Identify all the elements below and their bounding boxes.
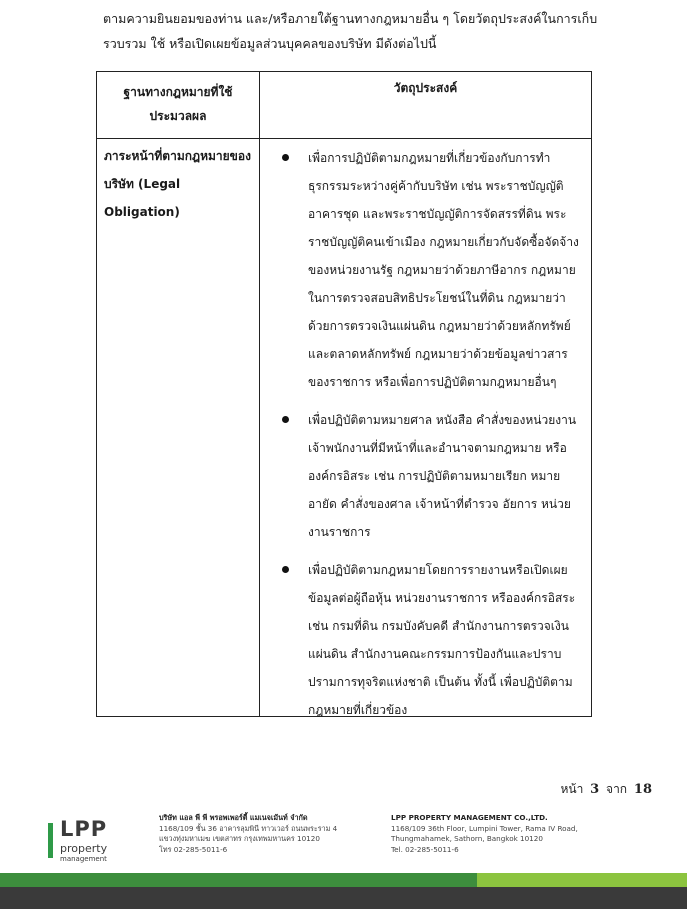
header-purpose: วัตถุประสงค์ — [393, 81, 458, 95]
legal-basis-table — [96, 71, 592, 717]
intro-line-1: ตามความยินยอมของท่าน และ/หรือภายใต้ฐานทางกฎหมายอื่น ๆ โดยวัตถุประสงค์ในการเก็บ — [103, 11, 598, 26]
page-number: หน้า 3 จาก 18 — [560, 782, 652, 797]
intro-paragraph — [103, 6, 603, 56]
column-divider — [259, 72, 260, 716]
purpose-item: เพื่อการปฏิบัติตามกฎหมายที่เกี่ยวข้องกับการทำธุรกรรมระหว่างคู่ค้ากับบริษัท เช่น พระราชบัญญัติอาคารชุด และพระราชบัญญัติการจัดสรรที่ดิน พระราชบัญญัติคนเข้าเมือง กฎหมายเกี่ยวกับจัดซื้อจัดจ้างของหน่วยงานรัฐ กฎหมายว่าด้วยภาษีอากร กฎหมายในการตรวจสอบสิทธิประโยชน์ในที่ดิน กฎหมายว่าด้วยการตรวจเงินแผ่นดิน กฎหมายว่าด้วยหลักทรัพย์และตลาดหลักทรัพย์ กฎหมายว่าด้วยข้อมูลข่าวสารของราชการ หรือเพื่อการปฏิบัติตามกฎหมายอื่นๆ — [281, 144, 587, 396]
bullet-icon — [282, 416, 289, 423]
header-divider — [97, 138, 591, 139]
footer-dark-band — [0, 887, 687, 909]
header-legal-basis: ฐานทางกฎหมายที่ใช้ ประมวลผล — [123, 85, 233, 123]
footer-accent-band — [477, 873, 687, 887]
lpp-logo: LPP property management — [48, 815, 128, 865]
purpose-item: เพื่อปฏิบัติตามหมายศาล หนังสือ คำสั่งของหน่วยงาน เจ้าพนักงานที่มีหน้าที่และอำนาจตามกฎหมาย หรือ องค์กรอิสระ เช่น การปฏิบัติตามหมายเรียก หมายอายัด คำสั่งของศาล เจ้าหน้าที่ตำรวจ อัยการ หน่วยงานราชการ — [281, 406, 587, 546]
legal-basis-cell: ภาระหน้าที่ตามกฎหมายของ บริษัท (Legal Obligation) — [104, 149, 251, 219]
bullet-icon — [282, 154, 289, 161]
footer-address-thai: บริษัท แอล พี พี พรอพเพอร์ตี้ แมเนจเม้นท์ จำกัด 1168/109 ชั้น 36 อาคารลุมพินี ทาวเวอร์ ถนนพระราม 4 แขวงทุ่งมหาเมฆ เขตสาทร กรุงเทพมหานคร 10120 โทร 02-285-5011-6 — [159, 813, 338, 854]
footer-address-english: LPP PROPERTY MANAGEMENT CO.,LTD. 1168/109 36th Floor, Lumpini Tower, Rama IV Road, Thungmahamek, Sathorn, Bangkok 10120 Tel. 02-285-5011-6 — [391, 813, 578, 854]
footer-color-band — [0, 873, 687, 887]
intro-line-2: รวบรวม ใช้ หรือเปิดเผยข้อมูลส่วนบุคคลของบริษัท มีดังต่อไปนี้ — [103, 36, 437, 51]
bullet-icon — [282, 566, 289, 573]
purpose-item: เพื่อปฏิบัติตามกฎหมายโดยการรายงานหรือเปิดเผยข้อมูลต่อผู้ถือหุ้น หน่วยงานราชการ หรือองค์กรอิสระ เช่น กรมที่ดิน กรมบังคับคดี สำนักงานการตรวจเงินแผ่นดิน สำนักงานคณะกรรมการป้องกันและปราบปรามการทุจริตแห่งชาติ เป็นต้น ทั้งนี้ เพื่อปฏิบัติตามกฎหมายที่เกี่ยวข้อง — [281, 556, 587, 724]
purpose-list — [281, 144, 587, 724]
logo-bar-icon — [48, 823, 53, 858]
